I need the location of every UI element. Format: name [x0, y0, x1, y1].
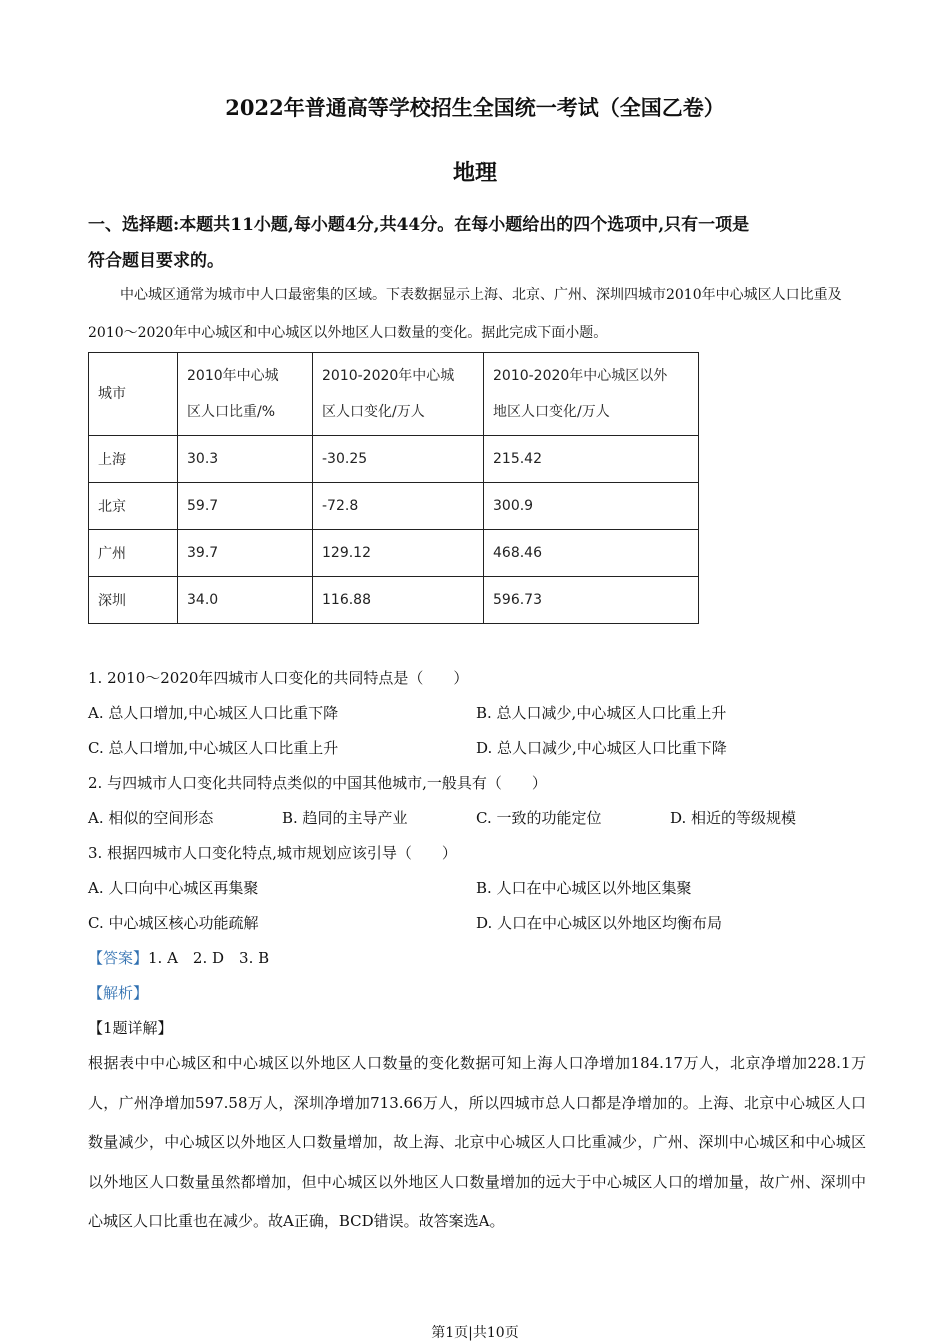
- section-heading-line1: 一、选择题:本题共11小题,每小题4分,共44分。在每小题给出的四个选项中,只有一项是: [88, 215, 750, 235]
- question-3-option-d[interactable]: D. 人口在中心城区以外地区均衡布局: [476, 914, 723, 932]
- question-2-option-d[interactable]: D. 相近的等级规模: [670, 809, 797, 827]
- question-1-option-a[interactable]: A. 总人口增加,中心城区人口比重下降: [88, 704, 339, 722]
- question-1-option-b[interactable]: B. 总人口减少,中心城区人口比重上升: [476, 704, 727, 722]
- intro-paragraph: [88, 276, 868, 352]
- answer-line: [88, 947, 269, 968]
- table-cell: 北京: [89, 483, 178, 530]
- table-cell: 上海: [89, 436, 178, 483]
- question-1-stem: 1. 2010～2020年四城市人口变化的共同特点是（ ）: [88, 669, 469, 687]
- answer-label: 【答案】: [88, 949, 149, 967]
- question-1-option-d[interactable]: D. 总人口减少,中心城区人口比重下降: [476, 739, 727, 757]
- question-1-option-c[interactable]: C. 总人口增加,中心城区人口比重上升: [88, 739, 339, 757]
- analysis-label: 【解析】: [88, 984, 149, 1002]
- question-2-option-b[interactable]: B. 趋同的主导产业: [282, 809, 408, 827]
- table-cell: 广州: [89, 530, 178, 577]
- table-cell: 300.9: [484, 483, 699, 530]
- question-2-option-c[interactable]: C. 一致的功能定位: [476, 809, 602, 827]
- population-table: [88, 352, 699, 624]
- table-header-cell: 城市: [89, 353, 178, 436]
- table-row: [89, 436, 699, 483]
- question-3-option-a[interactable]: A. 人口向中心城区再集聚: [88, 879, 259, 897]
- analysis-paragraph: 根据表中中心城区和中心城区以外地区人口数量的变化数据可知上海人口净增加184.17万人，北京净增加228.1万人，广州净增加597.58万人，深圳净增加713.66万人，所以四城市总人口都是净增加的。上海、北京中心城区人口数量减少，中心城区以外地区人口数量增加，故上海、北京中心城区人口比重减少，广州、深圳中心城区和中心城区以外地区人口数量虽然都增加，但中心城区以外地区人口数量增加的远大于中心城区人口的增加量，故广州、深圳中心城区人口比重也在减少。故A正确，BCD错误。故答案选A。: [88, 1054, 866, 1230]
- intro-text: 中心城区通常为城市中人口最密集的区域。下表数据显示上海、北京、广州、深圳四城市2010年中心城区人口比重及2010～2020年中心城区和中心城区以外地区人口数量的变化。据此完成下面小题。: [88, 287, 842, 341]
- question-2-option-a[interactable]: A. 相似的空间形态: [88, 809, 214, 827]
- table-cell: 596.73: [484, 577, 699, 624]
- table-cell: 215.42: [484, 436, 699, 483]
- exam-title: 2022年普通高等学校招生全国统一考试（全国乙卷）: [225, 95, 725, 120]
- answer-text: 1. A 2. D 3. B: [148, 949, 270, 967]
- table-cell: 59.7: [178, 483, 313, 530]
- table-row: [89, 577, 699, 624]
- table-cell: 30.3: [178, 436, 313, 483]
- table-cell: -72.8: [313, 483, 484, 530]
- question-2-stem: 2. 与四城市人口变化共同特点类似的中国其他城市,一般具有（ ）: [88, 774, 547, 792]
- table-cell: 39.7: [178, 530, 313, 577]
- question-3-option-c[interactable]: C. 中心城区核心功能疏解: [88, 914, 259, 932]
- table-cell: -30.25: [313, 436, 484, 483]
- detail-label: 【1题详解】: [88, 1019, 173, 1037]
- page-footer: 第1页|共10页: [431, 1325, 519, 1341]
- subject-title: 地理: [452, 160, 497, 186]
- table-header-cell: 2010-2020年中心城区以外 地区人口变化/万人: [484, 353, 699, 436]
- table-header-cell: 2010年中心城 区人口比重/%: [178, 353, 313, 436]
- table-row: [89, 483, 699, 530]
- table-header-cell: 2010-2020年中心城 区人口变化/万人: [313, 353, 484, 436]
- table-cell: 129.12: [313, 530, 484, 577]
- question-3-stem: 3. 根据四城市人口变化特点,城市规划应该引导（ ）: [88, 844, 457, 862]
- table-cell: 34.0: [178, 577, 313, 624]
- section-heading-line2: 符合题目要求的。: [88, 251, 224, 271]
- table-row: [89, 530, 699, 577]
- table-cell: 468.46: [484, 530, 699, 577]
- table-header-row: [89, 353, 699, 436]
- table-cell: 深圳: [89, 577, 178, 624]
- table-cell: 116.88: [313, 577, 484, 624]
- question-3-option-b[interactable]: B. 人口在中心城区以外地区集聚: [476, 879, 692, 897]
